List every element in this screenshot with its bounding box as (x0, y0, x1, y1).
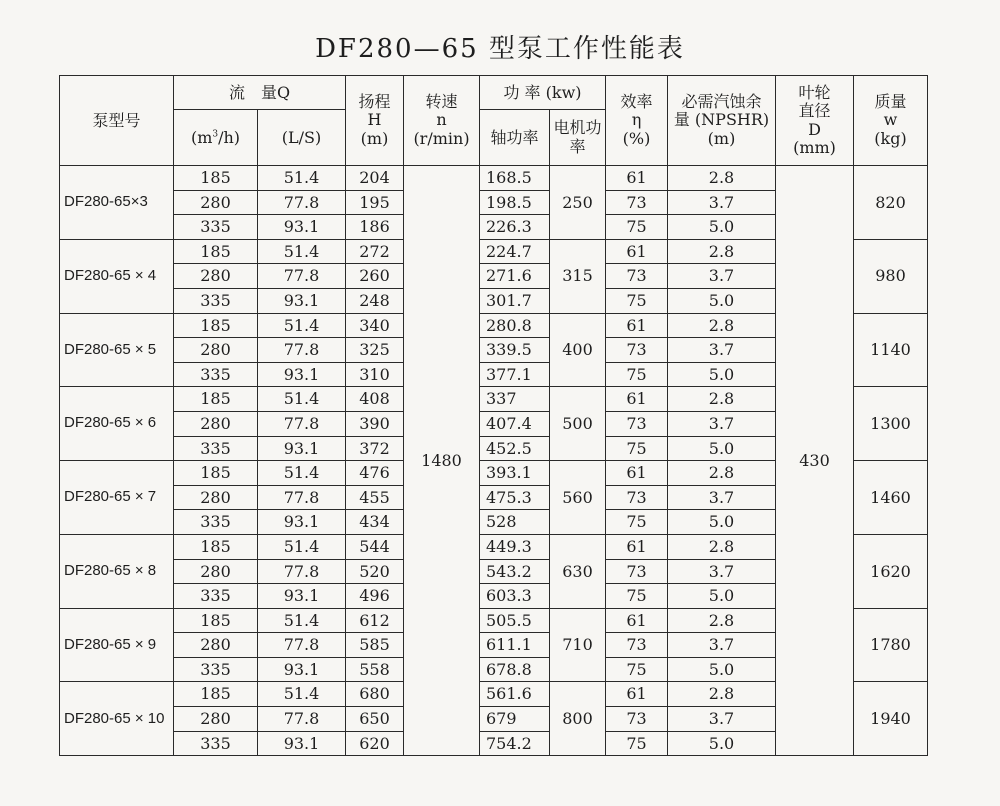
mass-cell: 820 (854, 166, 928, 240)
head-cell: 455 (346, 485, 404, 510)
shaft-power-cell: 337 (480, 387, 550, 412)
flow-m3h-cell: 335 (174, 584, 258, 609)
mass-cell: 1300 (854, 387, 928, 461)
header-efficiency-line2: η (631, 110, 642, 130)
header-speed-line3: (r/min) (413, 128, 470, 148)
shaft-power-cell: 449.3 (480, 534, 550, 559)
header-speed-line1: 转速 (425, 91, 458, 111)
shaft-power-cell: 280.8 (480, 313, 550, 338)
flow-ls-cell: 77.8 (258, 338, 346, 363)
shaft-power-cell: 754.2 (480, 731, 550, 756)
efficiency-cell: 61 (606, 461, 668, 486)
flow-ls-cell: 93.1 (258, 288, 346, 313)
efficiency-cell: 73 (606, 338, 668, 363)
flow-ls-cell: 93.1 (258, 584, 346, 609)
header-head-line1: 扬程 (358, 91, 391, 111)
efficiency-cell: 73 (606, 633, 668, 658)
head-cell: 372 (346, 436, 404, 461)
flow-m3h-cell: 280 (174, 190, 258, 215)
flow-ls-cell: 51.4 (258, 534, 346, 559)
flow-ls-cell: 51.4 (258, 461, 346, 486)
shaft-power-cell: 168.5 (480, 166, 550, 191)
efficiency-cell: 61 (606, 682, 668, 707)
efficiency-cell: 73 (606, 411, 668, 436)
motor-power-cell: 800 (550, 682, 606, 756)
head-cell: 558 (346, 657, 404, 682)
flow-ls-cell: 77.8 (258, 411, 346, 436)
performance-table-wrapper (59, 75, 928, 756)
header-flow-m3h-post: /h) (218, 127, 241, 147)
head-cell: 434 (346, 510, 404, 535)
head-cell: 204 (346, 166, 404, 191)
table-row (60, 166, 928, 191)
flow-m3h-cell: 280 (174, 707, 258, 732)
head-cell: 585 (346, 633, 404, 658)
npshr-cell: 3.7 (668, 411, 776, 436)
shaft-power-cell: 528 (480, 510, 550, 535)
flow-ls-cell: 51.4 (258, 166, 346, 191)
flow-ls-cell: 93.1 (258, 362, 346, 387)
header-impeller-line4: (mm) (793, 137, 836, 157)
flow-m3h-cell: 185 (174, 534, 258, 559)
header-npshr-line1: 必需汽蚀余 (681, 91, 762, 111)
header-speed-line2: n (436, 110, 447, 130)
npshr-cell: 2.8 (668, 239, 776, 264)
head-cell: 544 (346, 534, 404, 559)
head-cell: 390 (346, 411, 404, 436)
flow-m3h-cell: 335 (174, 510, 258, 535)
head-cell: 680 (346, 682, 404, 707)
flow-m3h-cell: 335 (174, 215, 258, 240)
efficiency-cell: 61 (606, 313, 668, 338)
efficiency-cell: 75 (606, 657, 668, 682)
head-cell: 186 (346, 215, 404, 240)
npshr-cell: 5.0 (668, 657, 776, 682)
page-title: DF280—65 型泵工作性能表 (315, 34, 685, 64)
mass-cell: 1460 (854, 461, 928, 535)
performance-table (59, 75, 928, 756)
header-npshr (668, 76, 776, 166)
flow-m3h-cell: 185 (174, 313, 258, 338)
header-efficiency-line1: 效率 (620, 91, 653, 111)
head-cell: 476 (346, 461, 404, 486)
efficiency-cell: 75 (606, 215, 668, 240)
flow-m3h-cell: 280 (174, 559, 258, 584)
head-cell: 620 (346, 731, 404, 756)
npshr-cell: 3.7 (668, 485, 776, 510)
shaft-power-cell: 679 (480, 707, 550, 732)
npshr-cell: 3.7 (668, 264, 776, 289)
flow-m3h-cell: 185 (174, 682, 258, 707)
mass-cell: 1140 (854, 313, 928, 387)
efficiency-cell: 75 (606, 510, 668, 535)
efficiency-cell: 75 (606, 436, 668, 461)
speed-cell: 1480 (404, 166, 480, 756)
model-cell: DF280-65 × 4 (60, 239, 174, 313)
flow-ls-cell: 51.4 (258, 313, 346, 338)
npshr-cell: 3.7 (668, 707, 776, 732)
flow-m3h-cell: 280 (174, 338, 258, 363)
table-header (60, 76, 928, 166)
header-mass-line3: (kg) (874, 128, 907, 148)
npshr-cell: 5.0 (668, 288, 776, 313)
flow-m3h-cell: 280 (174, 264, 258, 289)
flow-m3h-cell: 280 (174, 485, 258, 510)
npshr-cell: 2.8 (668, 313, 776, 338)
flow-ls-cell: 51.4 (258, 239, 346, 264)
impeller-diameter-cell: 430 (776, 166, 854, 756)
mass-cell: 1940 (854, 682, 928, 756)
efficiency-cell: 75 (606, 362, 668, 387)
flow-m3h-cell: 280 (174, 633, 258, 658)
model-cell: DF280-65 × 9 (60, 608, 174, 682)
mass-cell: 1780 (854, 608, 928, 682)
flow-ls-cell: 77.8 (258, 707, 346, 732)
efficiency-cell: 75 (606, 731, 668, 756)
npshr-cell: 5.0 (668, 510, 776, 535)
header-npshr-line2: 量 (NPSHR) (673, 110, 770, 130)
npshr-cell: 3.7 (668, 559, 776, 584)
npshr-cell: 3.7 (668, 633, 776, 658)
npshr-cell: 5.0 (668, 731, 776, 756)
motor-power-cell: 630 (550, 534, 606, 608)
flow-ls-cell: 93.1 (258, 215, 346, 240)
npshr-cell: 5.0 (668, 362, 776, 387)
head-cell: 272 (346, 239, 404, 264)
shaft-power-cell: 198.5 (480, 190, 550, 215)
npshr-cell: 5.0 (668, 436, 776, 461)
npshr-cell: 3.7 (668, 190, 776, 215)
npshr-cell: 5.0 (668, 215, 776, 240)
flow-ls-cell: 93.1 (258, 436, 346, 461)
shaft-power-cell: 505.5 (480, 608, 550, 633)
shaft-power-cell: 678.8 (480, 657, 550, 682)
shaft-power-cell: 561.6 (480, 682, 550, 707)
header-efficiency (606, 76, 668, 166)
flow-ls-cell: 93.1 (258, 731, 346, 756)
npshr-cell: 2.8 (668, 608, 776, 633)
flow-m3h-cell: 185 (174, 387, 258, 412)
shaft-power-cell: 603.3 (480, 584, 550, 609)
header-flow-m3h (174, 110, 258, 166)
npshr-cell: 2.8 (668, 387, 776, 412)
shaft-power-cell: 301.7 (480, 288, 550, 313)
shaft-power-cell: 377.1 (480, 362, 550, 387)
efficiency-cell: 61 (606, 239, 668, 264)
header-npshr-line3: (m) (707, 128, 736, 148)
model-cell: DF280-65 × 7 (60, 461, 174, 535)
flow-m3h-cell: 280 (174, 411, 258, 436)
flow-m3h-cell: 335 (174, 288, 258, 313)
shaft-power-cell: 543.2 (480, 559, 550, 584)
header-mass-line1: 质量 (874, 91, 907, 111)
head-cell: 520 (346, 559, 404, 584)
flow-ls-cell: 77.8 (258, 559, 346, 584)
motor-power-cell: 315 (550, 239, 606, 313)
header-flow: 流 量Q (174, 76, 346, 110)
mass-cell: 980 (854, 239, 928, 313)
npshr-cell: 2.8 (668, 682, 776, 707)
header-efficiency-line3: (%) (622, 128, 651, 148)
motor-power-cell: 250 (550, 166, 606, 240)
header-flow-m3h-sup: 3 (212, 129, 219, 140)
head-cell: 612 (346, 608, 404, 633)
flow-m3h-cell: 185 (174, 461, 258, 486)
efficiency-cell: 73 (606, 264, 668, 289)
efficiency-cell: 75 (606, 288, 668, 313)
flow-m3h-cell: 185 (174, 608, 258, 633)
npshr-cell: 5.0 (668, 584, 776, 609)
npshr-cell: 2.8 (668, 461, 776, 486)
flow-m3h-cell: 335 (174, 436, 258, 461)
shaft-power-cell: 224.7 (480, 239, 550, 264)
model-cell: DF280-65×3 (60, 166, 174, 240)
flow-ls-cell: 77.8 (258, 190, 346, 215)
flow-m3h-cell: 185 (174, 166, 258, 191)
flow-m3h-cell: 185 (174, 239, 258, 264)
flow-ls-cell: 51.4 (258, 387, 346, 412)
npshr-cell: 3.7 (668, 338, 776, 363)
shaft-power-cell: 452.5 (480, 436, 550, 461)
header-shaft-power: 轴功率 (480, 110, 550, 166)
flow-ls-cell: 51.4 (258, 682, 346, 707)
head-cell: 408 (346, 387, 404, 412)
model-cell: DF280-65 × 8 (60, 534, 174, 608)
header-head-line2: H (367, 110, 382, 130)
table-body (60, 166, 928, 756)
header-head-line3: (m) (360, 128, 389, 148)
shaft-power-cell: 475.3 (480, 485, 550, 510)
header-mass (854, 76, 928, 166)
head-cell: 496 (346, 584, 404, 609)
header-flow-ls: (L/S) (258, 110, 346, 166)
head-cell: 650 (346, 707, 404, 732)
head-cell: 325 (346, 338, 404, 363)
flow-ls-cell: 77.8 (258, 264, 346, 289)
shaft-power-cell: 271.6 (480, 264, 550, 289)
head-cell: 195 (346, 190, 404, 215)
efficiency-cell: 73 (606, 559, 668, 584)
flow-m3h-cell: 335 (174, 362, 258, 387)
flow-ls-cell: 77.8 (258, 485, 346, 510)
efficiency-cell: 73 (606, 485, 668, 510)
npshr-cell: 2.8 (668, 166, 776, 191)
header-mass-line2: w (883, 110, 898, 130)
efficiency-cell: 61 (606, 387, 668, 412)
shaft-power-cell: 339.5 (480, 338, 550, 363)
flow-ls-cell: 93.1 (258, 657, 346, 682)
flow-ls-cell: 93.1 (258, 510, 346, 535)
head-cell: 248 (346, 288, 404, 313)
mass-cell: 1620 (854, 534, 928, 608)
efficiency-cell: 73 (606, 190, 668, 215)
header-power: 功 率 (kw) (480, 76, 606, 110)
efficiency-cell: 61 (606, 534, 668, 559)
motor-power-cell: 400 (550, 313, 606, 387)
header-impeller-line2: 直径 (798, 101, 831, 121)
shaft-power-cell: 226.3 (480, 215, 550, 240)
motor-power-cell: 500 (550, 387, 606, 461)
model-cell: DF280-65 × 6 (60, 387, 174, 461)
header-speed (404, 76, 480, 166)
header-impeller-line1: 叶轮 (798, 82, 831, 102)
flow-m3h-cell: 335 (174, 731, 258, 756)
flow-ls-cell: 77.8 (258, 633, 346, 658)
head-cell: 260 (346, 264, 404, 289)
shaft-power-cell: 611.1 (480, 633, 550, 658)
shaft-power-cell: 407.4 (480, 411, 550, 436)
efficiency-cell: 75 (606, 584, 668, 609)
model-cell: DF280-65 × 5 (60, 313, 174, 387)
model-cell: DF280-65 × 10 (60, 682, 174, 756)
header-model: 泵型号 (60, 76, 174, 166)
motor-power-cell: 710 (550, 608, 606, 682)
motor-power-cell: 560 (550, 461, 606, 535)
header-motor-power: 电机功率 (550, 110, 606, 166)
efficiency-cell: 61 (606, 166, 668, 191)
header-head (346, 76, 404, 166)
header-impeller-diameter (776, 76, 854, 166)
head-cell: 310 (346, 362, 404, 387)
efficiency-cell: 73 (606, 707, 668, 732)
flow-ls-cell: 51.4 (258, 608, 346, 633)
head-cell: 340 (346, 313, 404, 338)
header-impeller-line3: D (808, 119, 821, 139)
shaft-power-cell: 393.1 (480, 461, 550, 486)
efficiency-cell: 61 (606, 608, 668, 633)
npshr-cell: 2.8 (668, 534, 776, 559)
header-flow-m3h-pre: (m (190, 127, 213, 147)
flow-m3h-cell: 335 (174, 657, 258, 682)
